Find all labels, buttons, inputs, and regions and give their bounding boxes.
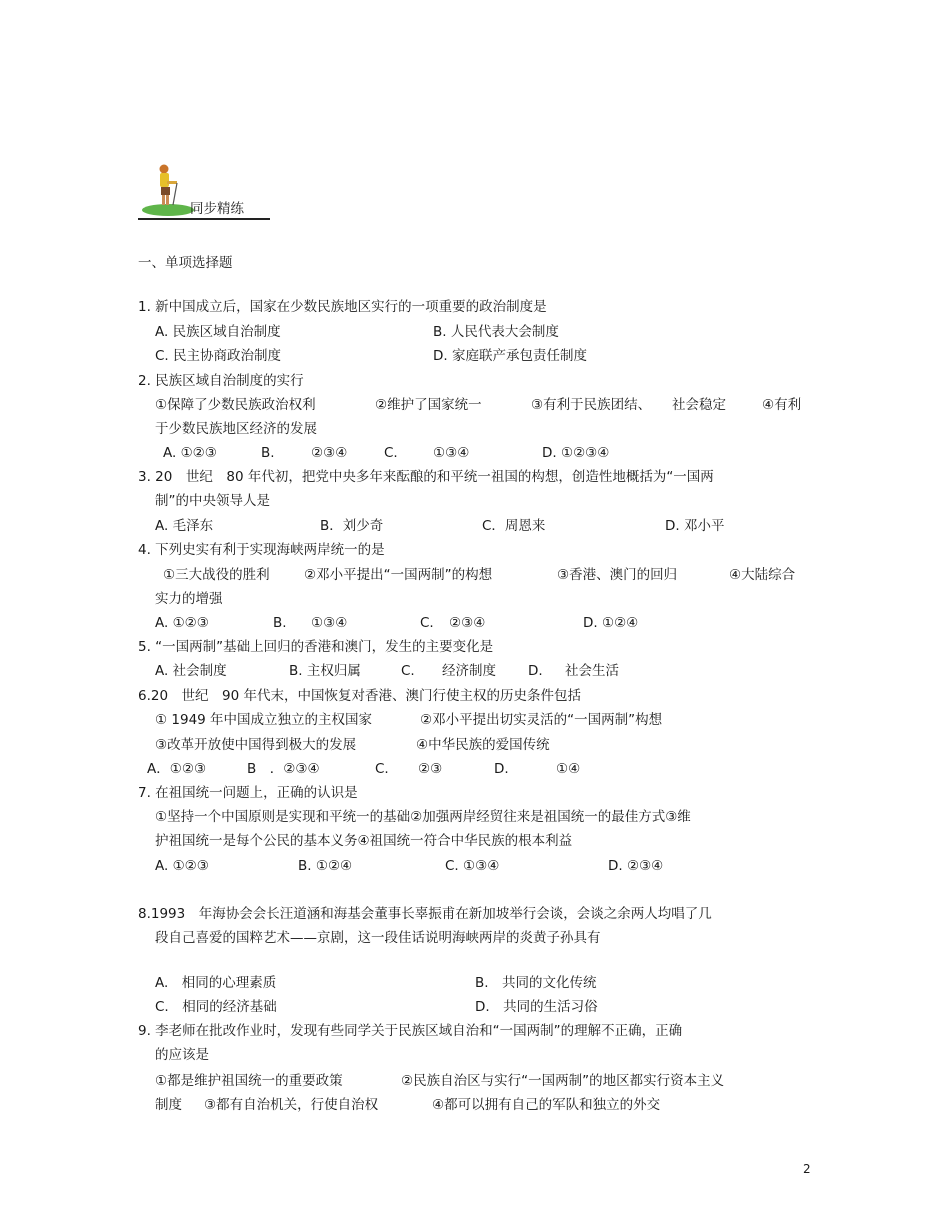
q3-option-c: C．周恩来 — [482, 518, 546, 534]
q2-statement-3b: 社会稳定 — [672, 397, 726, 413]
q4-option-c-value: ②③④ — [449, 615, 486, 631]
q6-option-a: A．①②③ — [147, 761, 207, 777]
q5-stem: 5. “一国两制”基础上回归的香港和澳门，发生的主要变化是 — [138, 639, 494, 655]
q9-statement-3: ③都有自治机关，行使自治权 — [204, 1097, 379, 1113]
q6-option-d: D. — [494, 761, 509, 777]
q2-statement-1: ①保障了少数民族政治权利 — [155, 397, 316, 413]
q3-option-b: B．刘少奇 — [320, 518, 384, 534]
page-number: 2 — [803, 1162, 811, 1176]
q4-statement-2: ②邓小平提出“一国两制”的构想 — [304, 567, 493, 583]
q2-statement-3: ③有利于民族团结、 — [531, 397, 652, 413]
q4-option-b: B. — [273, 615, 287, 631]
q7-option-b: B. ①②④ — [298, 858, 353, 874]
q5-option-d: D. — [528, 663, 543, 679]
q4-option-d: D. ①②④ — [583, 615, 639, 631]
q2-option-b-value: ②③④ — [311, 445, 348, 461]
q5-option-a: A. 社会制度 — [155, 663, 227, 679]
q4-statement-1: ①三大战役的胜利 — [163, 567, 270, 583]
q2-option-c: C. — [384, 445, 398, 461]
q6-option-d-value: ①④ — [556, 761, 581, 777]
q3-stem: 3. 20 世纪 80 年代初，把党中央多年来酝酿的和平统一祖国的构想，创造性地概括为“一国两 — [138, 469, 714, 485]
q5-option-d-value: 社会生活 — [565, 663, 619, 679]
q1-option-c: C. 民主协商政治制度 — [155, 348, 282, 364]
header-underline — [138, 218, 270, 220]
q8-option-a: A. 相同的心理素质 — [155, 975, 277, 991]
q6-option-c: C. — [375, 761, 389, 777]
section-label: 同步精练 — [190, 201, 244, 217]
q6-statement-2: ②邓小平提出切实灵活的“一国两制”构想 — [420, 712, 663, 728]
q9-stem: 9. 李老师在批改作业时，发现有些同学关于民族区域自治和“一国两制”的理解不正确，正确 — [138, 1023, 683, 1039]
q5-option-b: B. 主权归属 — [289, 663, 361, 679]
q7-option-a: A. ①②③ — [155, 858, 209, 874]
q4-statement-4b: 实力的增强 — [155, 591, 223, 607]
part-heading: 一、单项选择题 — [138, 255, 233, 271]
q2-option-a: A. ①②③ — [163, 445, 217, 461]
q2-option-d: D. ①②③④ — [542, 445, 610, 461]
q1-option-b: B. 人民代表大会制度 — [433, 324, 559, 340]
q6-option-b: B ．②③④ — [247, 761, 320, 777]
q2-statement-4b: 于少数民族地区经济的发展 — [155, 421, 317, 437]
q9-statement-4: ④都可以拥有自己的军队和独立的外交 — [432, 1097, 661, 1113]
q4-option-c: C. — [420, 615, 434, 631]
q1-option-a: A. 民族区域自治制度 — [155, 324, 281, 340]
q3-option-d: D. 邓小平 — [665, 518, 725, 534]
q2-statement-2: ②维护了国家统一 — [375, 397, 482, 413]
q6-option-c-value: ②③ — [418, 761, 443, 777]
q5-option-c-value: 经济制度 — [442, 663, 496, 679]
q4-option-a: A. ①②③ — [155, 615, 209, 631]
q2-option-c-value: ①③④ — [433, 445, 470, 461]
q7-option-d: D. ②③④ — [608, 858, 664, 874]
q8-option-c: C. 相同的经济基础 — [155, 999, 277, 1015]
q7-stem: 7. 在祖国统一问题上，正确的认识是 — [138, 785, 358, 801]
q7-statements-line1: ①坚持一个中国原则是实现和平统一的基础②加强两岸经贸往来是祖国统一的最佳方式③维 — [155, 809, 691, 825]
q2-statement-4: ④有利 — [762, 397, 802, 413]
q6-statement-1: ① 1949 年中国成立独立的主权国家 — [155, 712, 373, 728]
q4-stem: 4. 下列史实有利于实现海峡两岸统一的是 — [138, 542, 385, 558]
q3-stem-line2: 制”的中央领导人是 — [155, 493, 270, 509]
q9-stem-line2: 的应该是 — [155, 1047, 209, 1063]
q9-statement-2: ②民族自治区与实行“一国两制”的地区都实行资本主义 — [401, 1073, 725, 1089]
golfer-figure-icon — [150, 163, 184, 213]
q8-stem-line2: 段自己喜爱的国粹艺术——京剧，这一段佳话说明海峡两岸的炎黄子孙具有 — [155, 930, 601, 946]
q8-stem: 8.1993 年海协会会长汪道涵和海基会董事长辜振甫在新加坡举行会谈，会谈之余两人均唱了几 — [138, 906, 712, 922]
q1-stem: 1. 新中国成立后，国家在少数民族地区实行的一项重要的政治制度是 — [138, 299, 547, 315]
q6-statement-4: ④中华民族的爱国传统 — [416, 737, 550, 753]
q7-statements-line2: 护祖国统一是每个公民的基本义务④祖国统一符合中华民族的根本利益 — [155, 833, 573, 849]
q2-option-b: B. — [261, 445, 275, 461]
q9-statement-2b: 制度 — [155, 1097, 182, 1113]
q4-statement-4: ④大陆综合 — [729, 567, 796, 583]
q2-stem: 2. 民族区域自治制度的实行 — [138, 373, 304, 389]
q6-stem: 6.20 世纪 90 年代末，中国恢复对香港、澳门行使主权的历史条件包括 — [138, 688, 582, 704]
q7-option-c: C. ①③④ — [445, 858, 500, 874]
q8-option-b: B. 共同的文化传统 — [475, 975, 597, 991]
q4-option-b-value: ①③④ — [311, 615, 348, 631]
q6-statement-3: ③改革开放使中国得到极大的发展 — [155, 737, 357, 753]
q4-statement-3: ③香港、澳门的回归 — [557, 567, 678, 583]
q8-option-d: D. 共同的生活习俗 — [475, 999, 598, 1015]
q9-statement-1: ①都是维护祖国统一的重要政策 — [155, 1073, 343, 1089]
q5-option-c: C. — [401, 663, 415, 679]
q3-option-a: A. 毛泽东 — [155, 518, 214, 534]
q1-option-d: D. 家庭联产承包责任制度 — [433, 348, 587, 364]
